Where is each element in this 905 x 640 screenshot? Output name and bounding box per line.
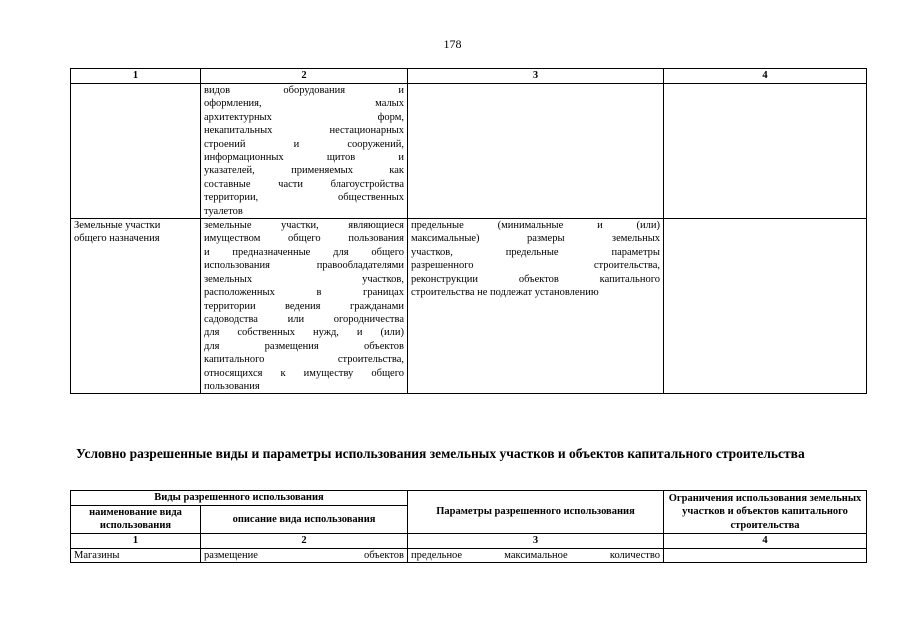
- text-line: указателей, применяемых как: [204, 165, 404, 177]
- header-use-name: наименование вида использования: [71, 506, 201, 534]
- text-line: для собственных нужд, и (или): [204, 327, 404, 339]
- column-number-1: 1: [71, 69, 201, 84]
- text-line: использования правообладателями: [204, 260, 404, 272]
- cell-parameters: [408, 219, 664, 394]
- text-line: расположенных в границах: [204, 287, 404, 299]
- cell-restrictions: [664, 84, 867, 219]
- text-line: пользования: [204, 380, 260, 392]
- table-header-row: [71, 69, 867, 84]
- text-line: составные части благоустройства: [204, 178, 404, 190]
- text-line: архитектурных форм,: [204, 111, 404, 123]
- cell-use-name: [71, 84, 201, 219]
- text-line: строений и сооружений,: [204, 138, 404, 150]
- text-line: предельные (минимальные и (или): [411, 220, 660, 232]
- text-line: территории, общественных: [204, 192, 404, 204]
- text-line: реконструкции объектов капитального: [411, 273, 660, 285]
- text-line: для размещения объектов: [204, 340, 404, 352]
- text-line: капитального строительства,: [204, 354, 404, 366]
- text-line: оформления, малых: [204, 98, 404, 110]
- cell-restrictions: [664, 548, 867, 562]
- table-row: [71, 84, 867, 219]
- column-number-4: 4: [664, 533, 867, 548]
- cell-use-name: [71, 219, 201, 394]
- column-number-3: 3: [408, 533, 664, 548]
- text-line: имуществом общего пользования: [204, 233, 404, 245]
- text-line: туалетов: [204, 205, 243, 217]
- cell-use-description: [201, 219, 408, 394]
- table-number-row: [71, 533, 867, 548]
- table-continued: [70, 68, 867, 394]
- table-conditional-uses: [70, 490, 867, 563]
- cell-parameters: предельное максимальное количество: [408, 548, 664, 562]
- page-number: 178: [443, 37, 462, 51]
- header-restrictions: Ограничения использования земельных участков и объектов капитального строительства: [664, 491, 867, 534]
- cell-use-description: [201, 84, 408, 219]
- text-line: информационных щитов и: [204, 152, 404, 164]
- column-number-4: 4: [664, 69, 867, 84]
- cell-use-name: Магазины: [71, 548, 201, 562]
- column-number-2: 2: [201, 533, 408, 548]
- cell-parameters: [408, 84, 664, 219]
- column-number-3: 3: [408, 69, 664, 84]
- text-line: садоводства или огородничества: [204, 313, 404, 325]
- text-line: разрешенного строительства,: [411, 260, 660, 272]
- text-line: участков, предельные параметры: [411, 246, 660, 258]
- header-parameters: Параметры разрешенного использования: [408, 491, 664, 534]
- text-line: и предназначенные для общего: [204, 246, 404, 258]
- table-header-row: [71, 491, 867, 506]
- group-header-use-types: Виды разрешенного использования: [71, 491, 408, 506]
- header-use-description: описание вида использования: [201, 506, 408, 534]
- column-number-1: 1: [71, 533, 201, 548]
- text-line: территории ведения гражданами: [204, 300, 404, 312]
- table-row: [71, 219, 867, 394]
- text-line: общего назначения: [74, 233, 160, 245]
- text-line: строительства не подлежат установлению: [411, 287, 599, 299]
- text-line: земельных участков,: [204, 273, 404, 285]
- text-line: относящихся к имуществу общего: [204, 367, 404, 379]
- cell-restrictions: [664, 219, 867, 394]
- text-line: максимальные) размеры земельных: [411, 233, 660, 245]
- column-number-2: 2: [201, 69, 408, 84]
- table-row: [71, 548, 867, 562]
- section-heading: Условно разрешенные виды и параметры использования земельных участков и объектов капитального строительства: [76, 446, 805, 461]
- cell-use-description: размещение объектов: [201, 548, 408, 562]
- text-line: земельные участки, являющиеся: [204, 220, 404, 232]
- text-line: некапитальных нестационарных: [204, 125, 404, 137]
- text-line: видов оборудования и: [204, 85, 404, 96]
- text-line: Земельные участки: [74, 220, 161, 232]
